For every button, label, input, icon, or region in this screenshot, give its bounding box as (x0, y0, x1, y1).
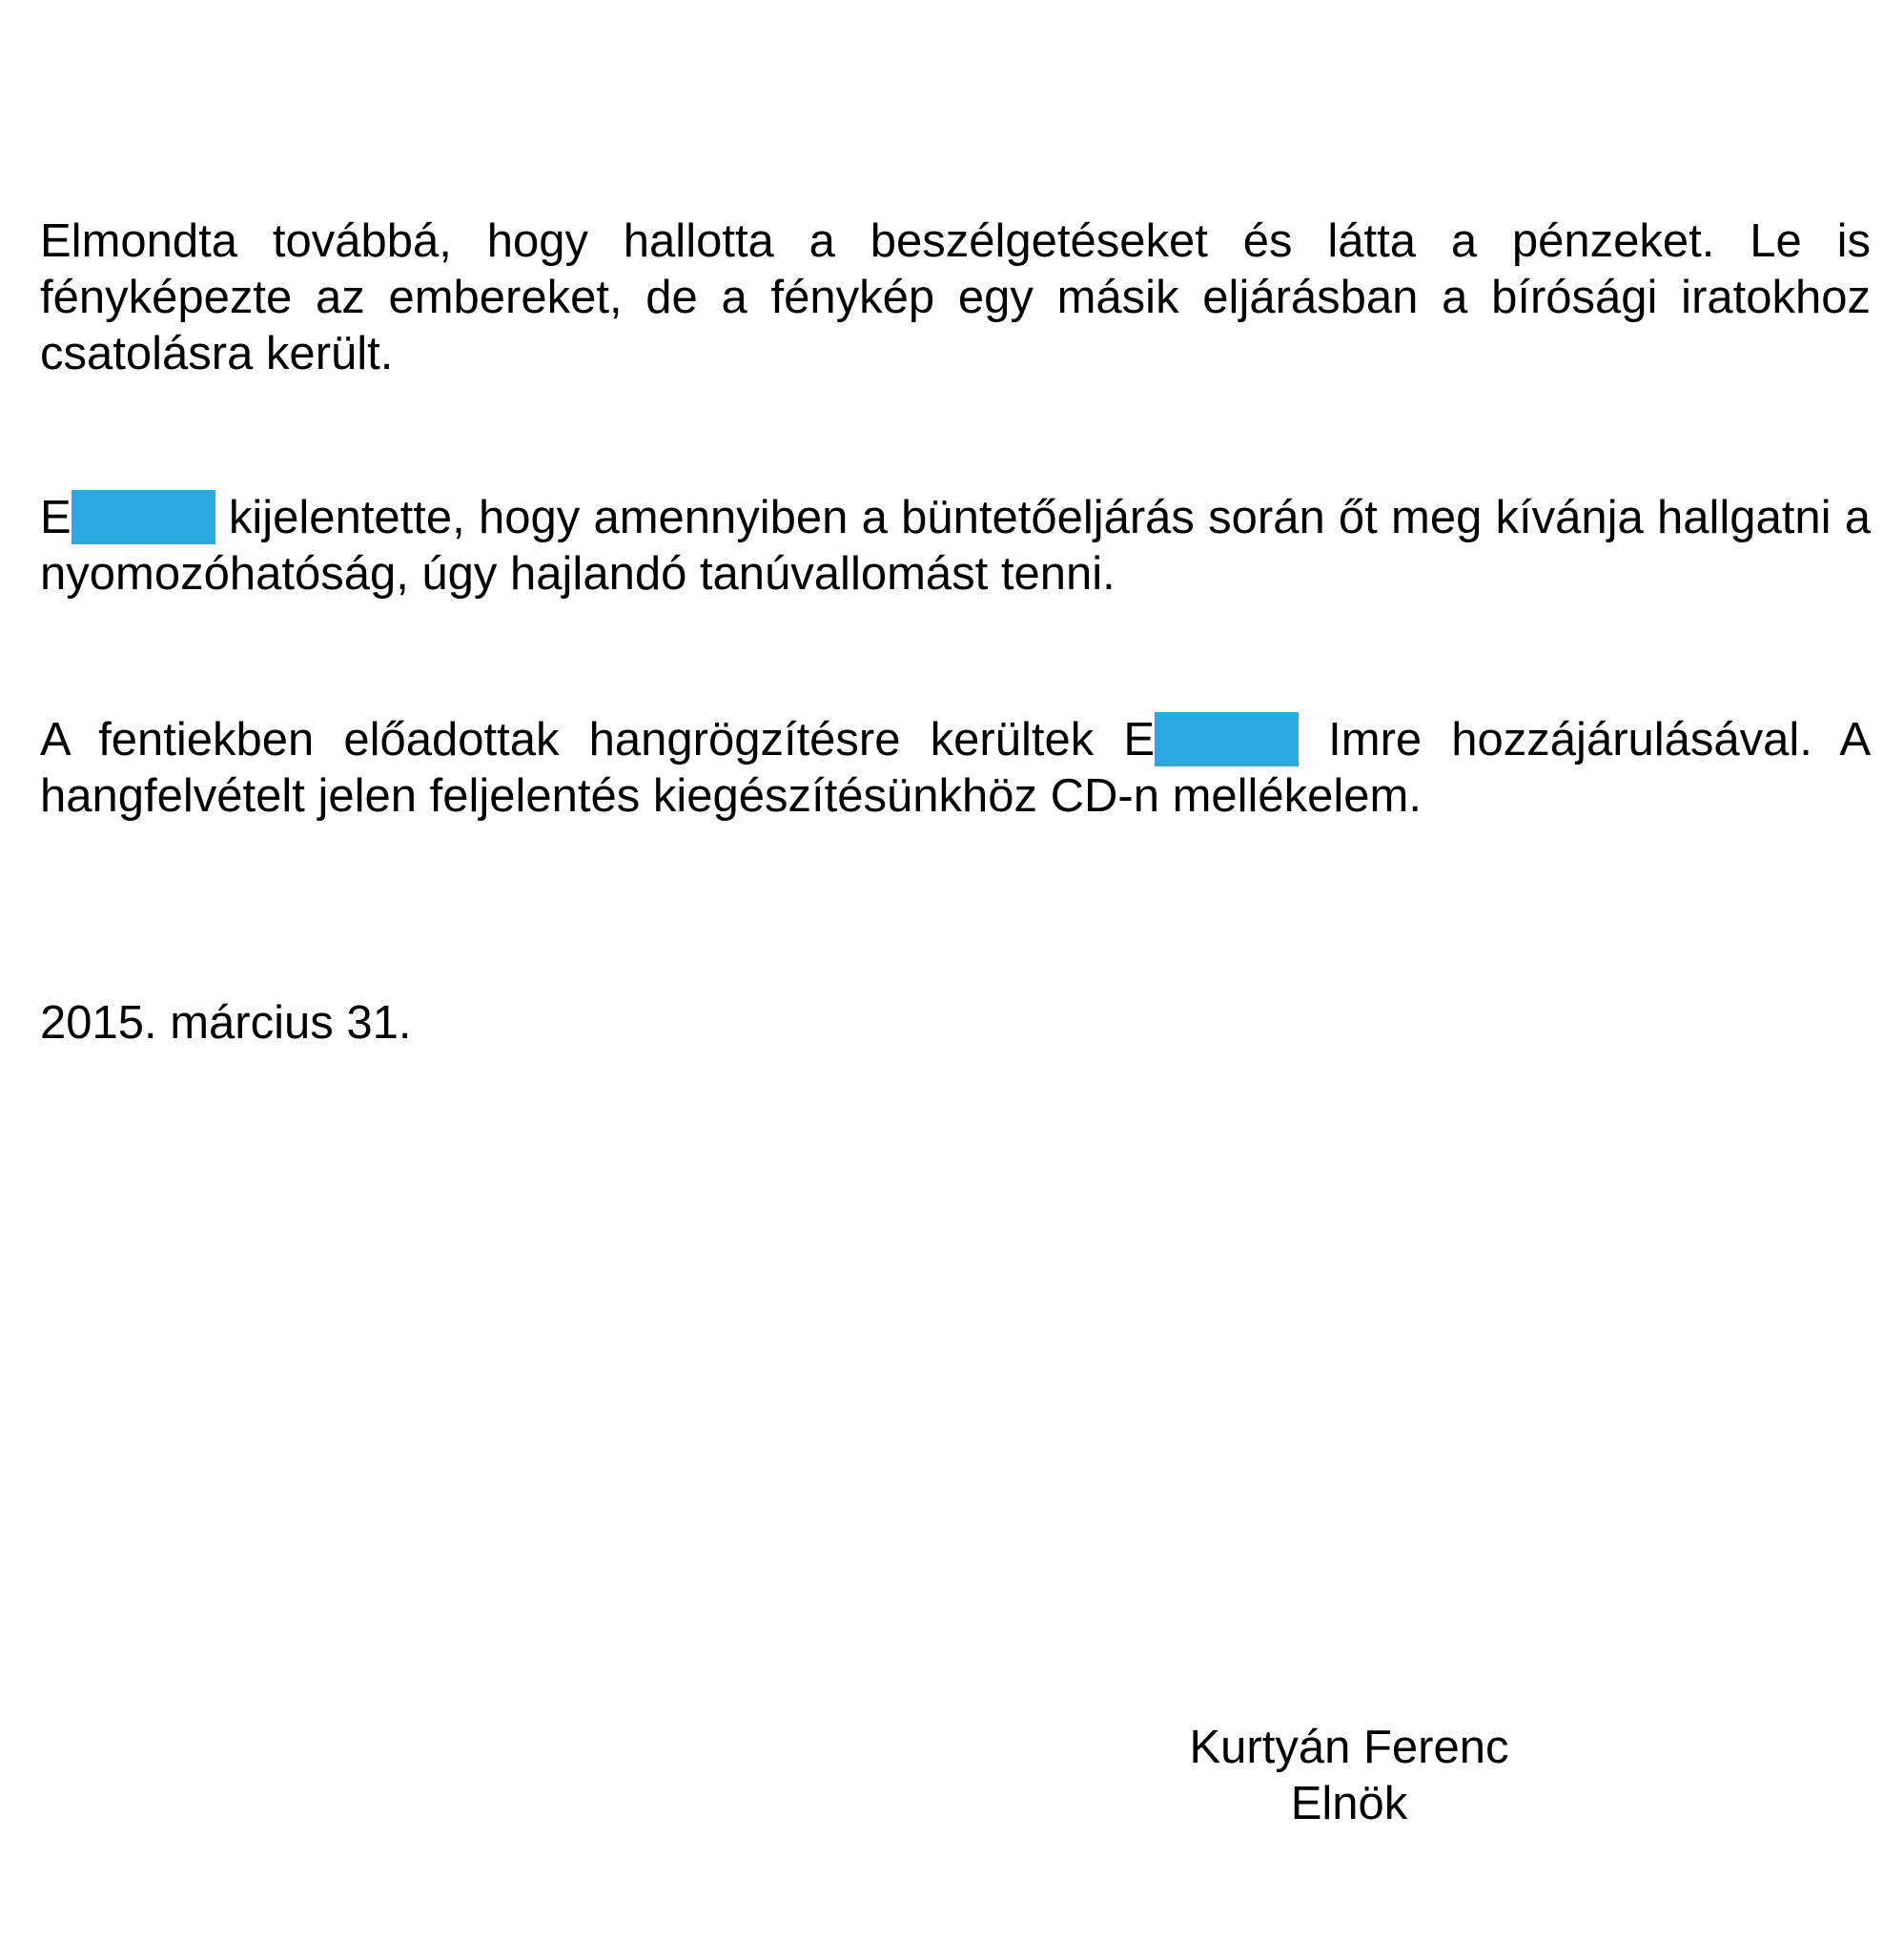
signature-block (1144, 1720, 1554, 1832)
paragraph-recording (40, 712, 1871, 825)
signer-title: Elnök (1290, 1778, 1408, 1829)
document-date: 2015. március 31. (40, 997, 412, 1049)
signer-name: Kurtyán Ferenc (1189, 1722, 1509, 1773)
paragraph-text-end: Imre hozzájárulásával. A hangfelvételt jelen feljelentés kiegészítésünkhöz CD-n mellékelem. (40, 714, 1872, 822)
paragraph-text: kijelentette, hogy amennyiben a büntetőeljárás során őt meg kívánja hallgatni a nyomozóhatóság, úgy hajlandó tanúvallomást tenni. (40, 492, 1871, 600)
redaction-block (72, 490, 215, 544)
paragraph-testimony: Elmondta továbbá, hogy hallotta a beszélgetéseket és látta a pénzeket. Le is fényképezte az embereket, de a fénykép egy másik eljárásban a bírósági iratokhoz csatolásra került. (40, 215, 1871, 379)
name-initial: E (40, 492, 72, 543)
paragraph-witness-statement (40, 490, 1871, 602)
redaction-block (1155, 712, 1299, 766)
paragraph-text-start: A fentiekben előadottak hangrögzítésre kerültek E (40, 714, 1156, 765)
